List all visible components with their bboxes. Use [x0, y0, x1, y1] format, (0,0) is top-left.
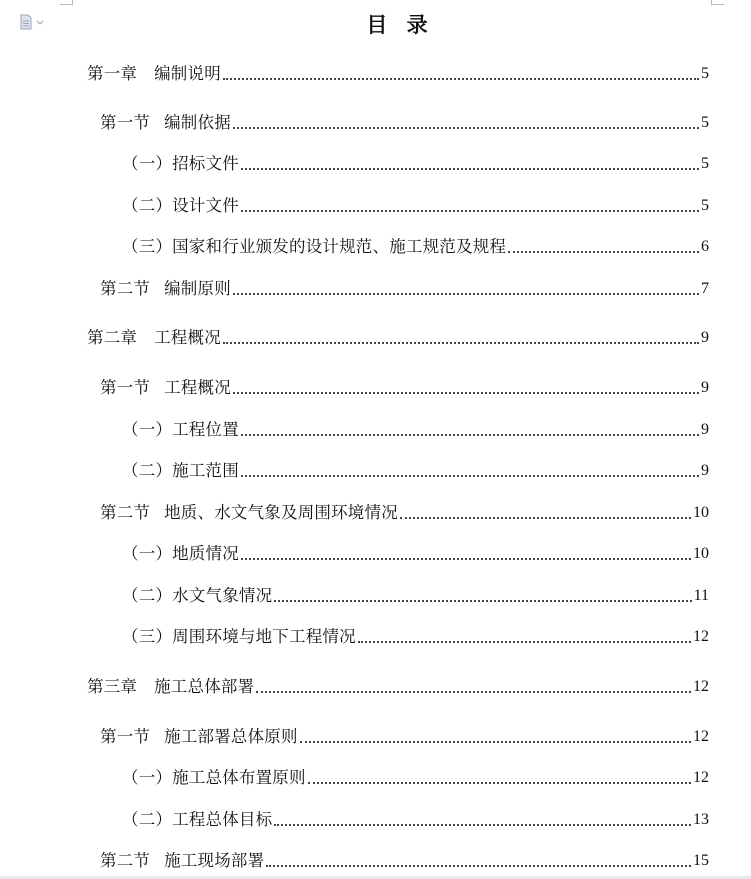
toc-entry-subsection[interactable]: [122, 625, 709, 649]
toc-page-number: 9: [701, 462, 709, 479]
toc-page-number: 5: [701, 65, 709, 82]
dot-leader: [308, 781, 691, 784]
toc-entry-number: 第一节: [100, 113, 151, 132]
toc-entry-section[interactable]: [100, 111, 709, 135]
toc-entry-subsection[interactable]: [122, 152, 709, 176]
toc-entry-text: 国家和行业颁发的设计规范、施工规范及规程: [172, 237, 507, 256]
page-margin-corner-right: [711, 0, 724, 5]
dot-leader: [358, 640, 691, 643]
dot-leader: [223, 77, 699, 80]
toc-entry-subsection[interactable]: [122, 542, 709, 566]
toc-entry-number: （一）: [122, 154, 173, 173]
toc-page-number: 12: [693, 678, 709, 695]
toc-entry-text: 地质情况: [172, 544, 239, 563]
dot-leader: [300, 740, 691, 743]
toc-page-number: 5: [701, 155, 709, 172]
toc-entry-number: （二）: [122, 586, 173, 605]
toc-entry-text: 施工部署总体原则: [164, 727, 298, 746]
toc-entry-text: 施工现场部署: [164, 851, 265, 870]
toc-entry-section[interactable]: [100, 376, 709, 400]
toc-entry-number: 第一节: [100, 727, 151, 746]
toc-entry-number: 第一章: [87, 64, 138, 83]
toc-entry-subsection[interactable]: [122, 194, 709, 218]
toc-entry-number: （三）: [122, 627, 173, 646]
toc-entry-number: 第一节: [100, 378, 151, 397]
toc-entry-text: 编制原则: [164, 279, 231, 298]
dot-leader: [274, 599, 691, 602]
toc-entry-number: 第二节: [100, 279, 151, 298]
toc-page-number: 9: [701, 379, 709, 396]
toc-entry-section[interactable]: [100, 849, 709, 873]
toc-entry-subsection[interactable]: [122, 808, 709, 832]
toc-page-number: 9: [701, 421, 709, 438]
toc-entry-number: 第二节: [100, 851, 151, 870]
toc-entry-number: 第三章: [87, 677, 138, 696]
toc-entry-section[interactable]: [100, 501, 709, 525]
dot-leader: [241, 474, 699, 477]
dot-leader: [233, 292, 699, 295]
dot-leader: [400, 516, 691, 519]
toc-page-number: 10: [693, 545, 709, 562]
dot-leader: [274, 823, 691, 826]
dot-leader: [241, 167, 699, 170]
dot-leader: [241, 433, 699, 436]
toc-entry-text: 水文气象情况: [172, 586, 273, 605]
toc-page-number: 11: [693, 587, 709, 604]
dot-leader: [266, 864, 691, 867]
toc-entry-text: 设计文件: [172, 196, 239, 215]
dot-leader: [233, 391, 699, 394]
toc-entry-text: 工程概况: [154, 328, 221, 347]
toc-entry-number: （二）: [122, 810, 173, 829]
toc-entry-subsection[interactable]: [122, 459, 709, 483]
toc-page-number: 12: [693, 769, 709, 786]
toc-entry-number: （一）: [122, 768, 173, 787]
toc-entry-text: 编制说明: [154, 64, 221, 83]
dot-leader: [508, 250, 699, 253]
dot-leader: [223, 341, 699, 344]
toc-page-number: 6: [701, 238, 709, 255]
dot-leader: [241, 209, 699, 212]
toc-entry-subsection[interactable]: [122, 584, 709, 608]
toc-entry-section[interactable]: [100, 725, 709, 749]
toc-page-number: 12: [693, 628, 709, 645]
toc-title: 目 录: [366, 13, 434, 37]
toc-page-number: 15: [693, 852, 709, 869]
toc-entry-number: （三）: [122, 237, 173, 256]
toc-entry-text: 周围环境与地下工程情况: [172, 627, 356, 646]
toc-entry-chapter[interactable]: [87, 62, 709, 86]
toc-entry-text: 施工总体布置原则: [172, 768, 306, 787]
toc-entry-number: （一）: [122, 544, 173, 563]
toc-page-number: 5: [701, 114, 709, 131]
toc-entry-number: （一）: [122, 420, 173, 439]
toc-entry-section[interactable]: [100, 277, 709, 301]
toc-entry-chapter[interactable]: [87, 675, 709, 699]
toc-page-number: 9: [701, 329, 709, 346]
toc-entry-text: 编制依据: [164, 113, 231, 132]
toc-entry-number: （二）: [122, 461, 173, 480]
toc-entry-text: 工程位置: [172, 420, 239, 439]
toc-entry-text: 施工范围: [172, 461, 239, 480]
toc-entry-number: （二）: [122, 196, 173, 215]
toc-entry-number: 第二章: [87, 328, 138, 347]
toc-entry-text: 地质、水文气象及周围环境情况: [164, 503, 398, 522]
toc-entry-text: 招标文件: [172, 154, 239, 173]
toc-entry-text: 工程总体目标: [172, 810, 273, 829]
toc-entry-text: 施工总体部署: [154, 677, 255, 696]
dot-leader: [233, 126, 699, 129]
toc-entry-text: 工程概况: [164, 378, 231, 397]
toc-page-number: 12: [693, 728, 709, 745]
toc-page-number: 5: [701, 197, 709, 214]
toc-entry-subsection[interactable]: [122, 418, 709, 442]
toc-entry-subsection[interactable]: [122, 766, 709, 790]
toc-page-number: 10: [693, 504, 709, 521]
toc-entry-number: 第二节: [100, 503, 151, 522]
toc-entry-subsection[interactable]: [122, 235, 709, 259]
dot-leader: [241, 557, 691, 560]
toc-page-number: 13: [693, 811, 709, 828]
dot-leader: [256, 690, 691, 693]
toc-page-number: 7: [701, 280, 709, 297]
page-margin-corner-left: [60, 0, 73, 5]
toc-entry-chapter[interactable]: [87, 326, 709, 350]
